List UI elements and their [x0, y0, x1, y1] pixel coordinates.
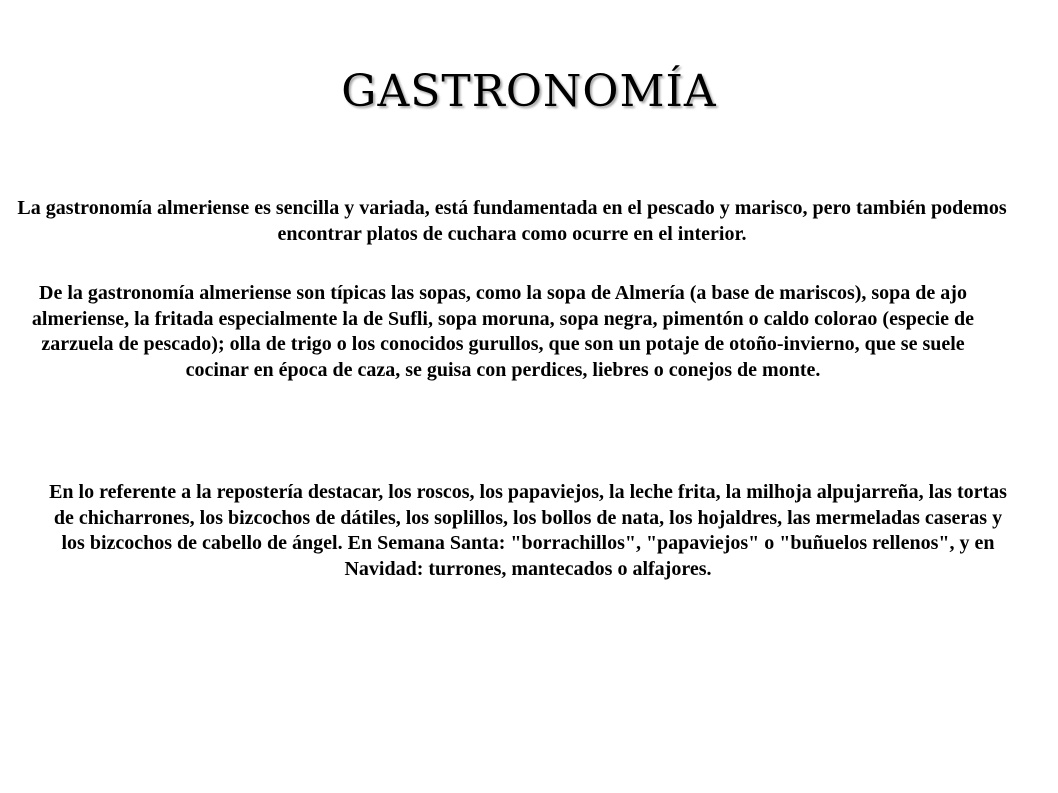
pastry-paragraph: En lo referente a la repostería destacar, los roscos, los papaviejos, la leche frita, la milhoja alpujarreña, las tortas de chicharrones, los bizcochos de dátiles, los soplillos, los bollos de nata, los hojaldres, las mermeladas caseras y los bizcochos de cabello de ángel. En Semana Santa: "borrachillos", "papaviejos" o "buñuelos rellenos", y en Navidad: turrones, mantecados o alfajores. [49, 481, 1007, 580]
intro-paragraph: La gastronomía almeriense es sencilla y variada, está fundamentada en el pescado y marisco, pero también podemos encontrar platos de cuchara como ocurre en el interior. [17, 197, 1007, 245]
soups-paragraph: De la gastronomía almeriense son típicas las sopas, como la sopa de Almería (a base de mariscos), sopa de ajo almeriense, la fritada especialmente la de Sufli, sopa moruna, sopa negra, pimentón o caldo colorao (especie de zarzuela de pescado); olla de trigo o los conocidos gurullos, que son un potaje de otoño-invierno, que se suele cocinar en época de caza, se guisa con perdices, liebres o conejos de monte. [31, 282, 975, 381]
page-title: GASTRONOMÍA [341, 66, 717, 117]
